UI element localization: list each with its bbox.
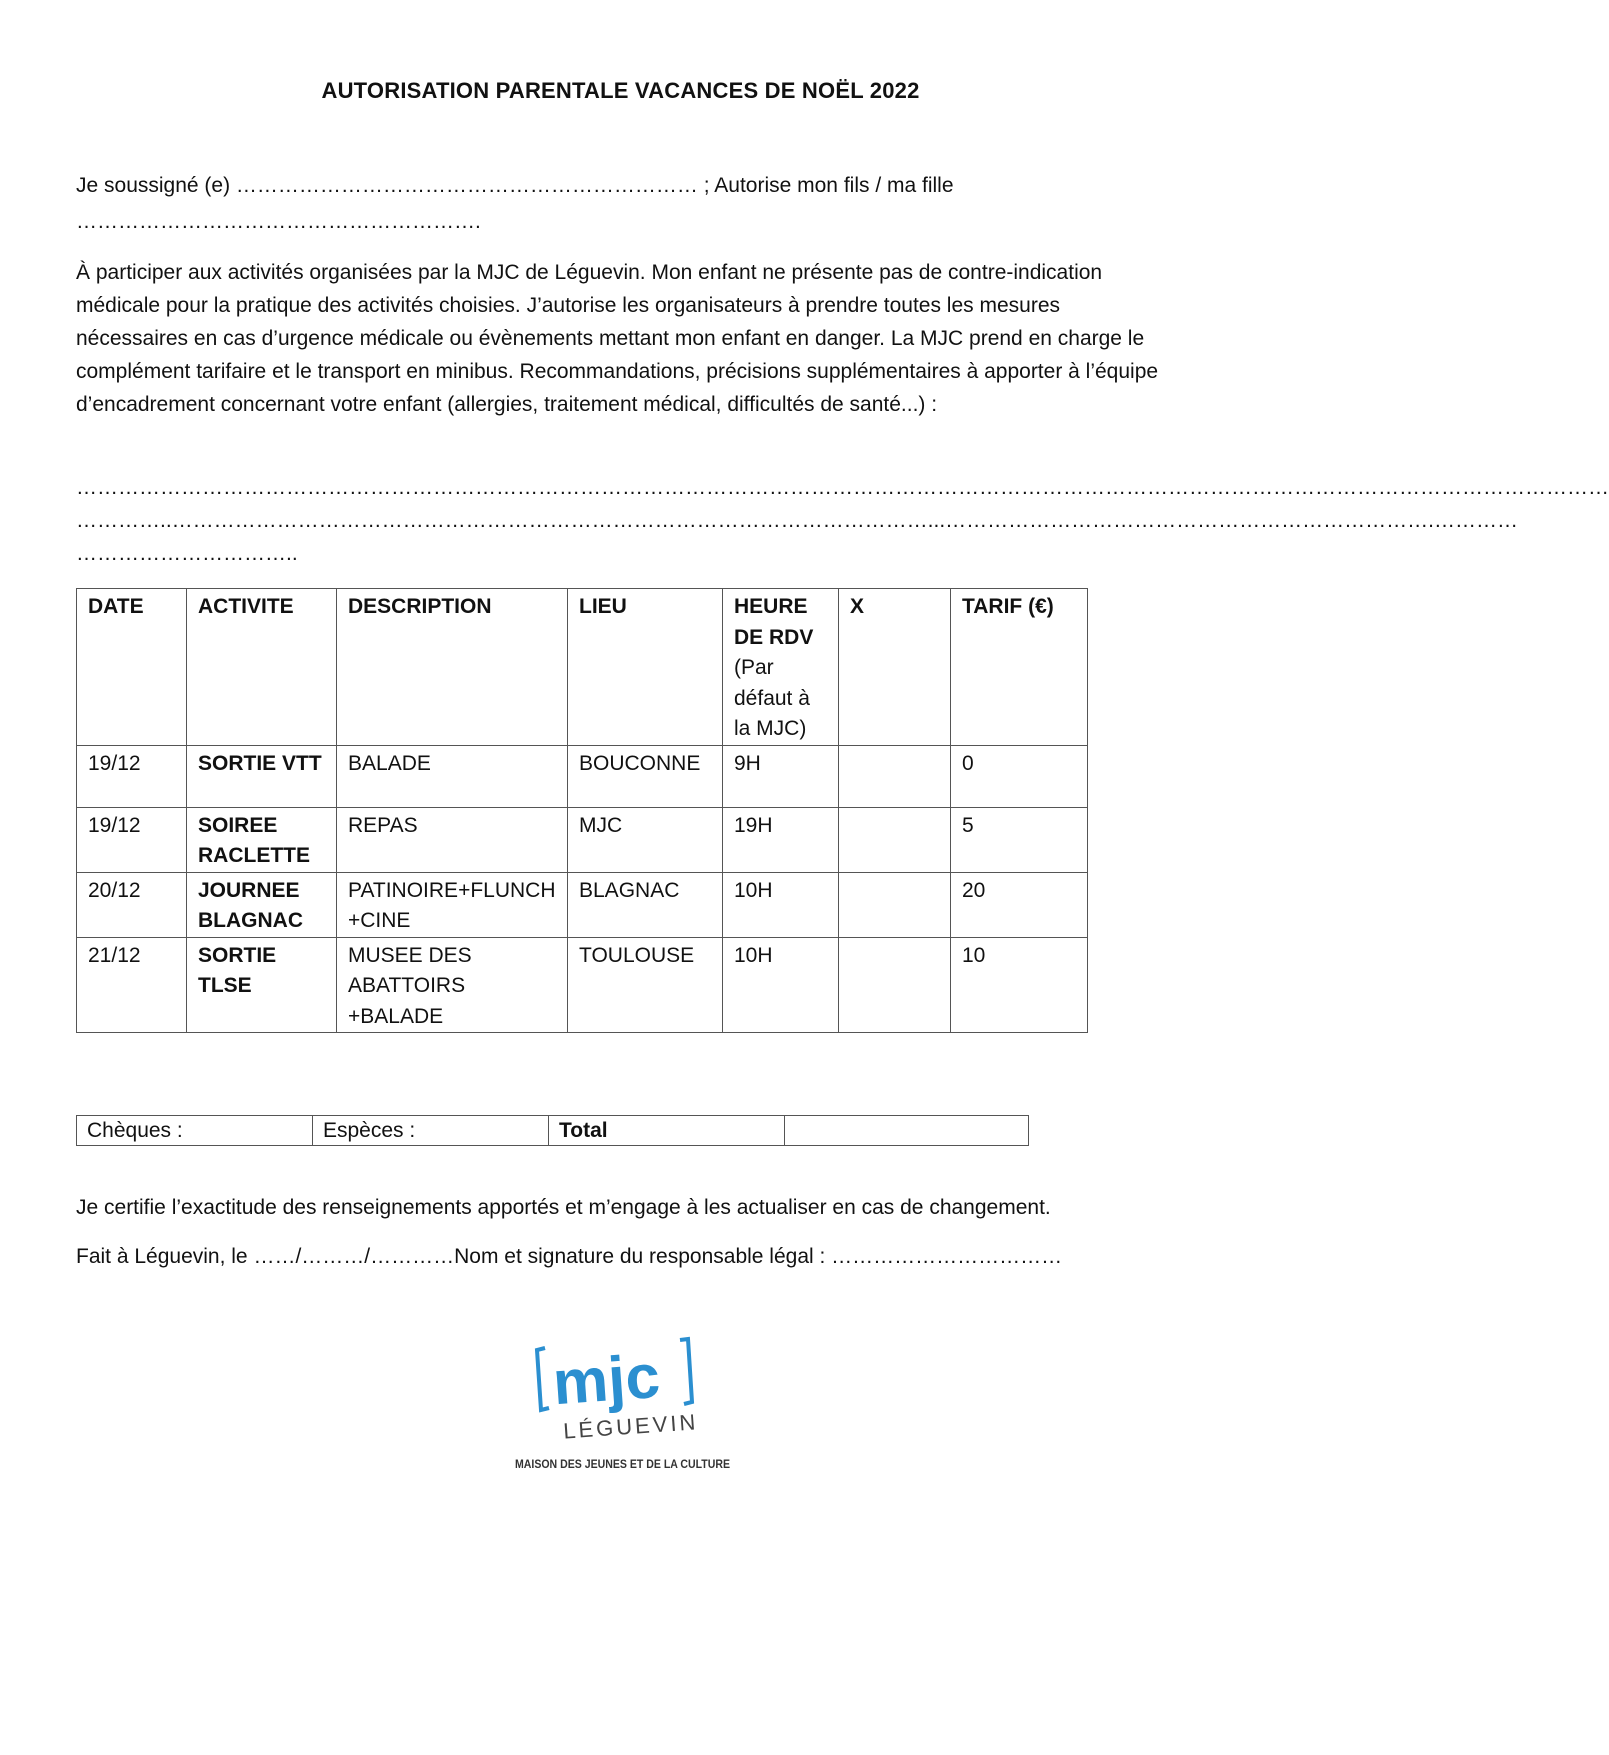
row-date: 21/12 bbox=[77, 937, 187, 1033]
table-row bbox=[77, 807, 1088, 872]
row-place: MJC bbox=[568, 807, 723, 872]
row-time: 10H bbox=[723, 937, 839, 1033]
row-description-line2: ABATTOIRS bbox=[348, 974, 466, 997]
authorization-paragraph: À participer aux activités organisées par la MJC de Léguevin. Mon enfant ne présente pas de contre-indication médicale pour la pratique des activités choisies. J’autorise les organisateurs à prendre toutes les mesures nécessaires en cas d’urgence médicale ou évènements mettant mon enfant en danger. La MJC prend en charge le complément tarifaire et le transport en minibus. Recommandations, précisions supplémentaires à apporter à l’équipe d’encadrement concernant votre enfant (allergies, traitement médical, difficultés de santé...) : bbox=[76, 261, 1159, 416]
row-activity-line1: SORTIE VTT bbox=[198, 751, 322, 775]
payment-cheques[interactable]: Chèques : bbox=[77, 1116, 313, 1146]
row-activity bbox=[187, 872, 337, 937]
activities-table bbox=[76, 588, 1088, 1033]
row-price: 0 bbox=[951, 745, 1088, 807]
logo-main-text: mjc bbox=[550, 1341, 663, 1419]
logo-tagline: MAISON DES JEUNES ET DE LA CULTURE bbox=[515, 1457, 730, 1471]
row-activity-line2: BLAGNAC bbox=[198, 909, 303, 932]
row-description bbox=[337, 807, 568, 872]
row-place: TOULOUSE bbox=[568, 937, 723, 1033]
row-activity-line1: JOURNEE bbox=[198, 878, 300, 902]
row-date: 19/12 bbox=[77, 745, 187, 807]
row-activity bbox=[187, 745, 337, 807]
row-description-line3: +BALADE bbox=[348, 1004, 444, 1028]
header-time-line1: HEURE bbox=[734, 595, 808, 618]
header-time-line2: DE RDV bbox=[734, 625, 814, 649]
payment-cash[interactable]: Espèces : bbox=[313, 1116, 549, 1146]
signature-line[interactable]: Fait à Léguevin, le ……/………/…………Nom et signature du responsable légal : …………………………… bbox=[76, 1245, 1063, 1268]
mjc-logo bbox=[515, 1330, 735, 1480]
header-price: TARIF (€) bbox=[951, 589, 1088, 746]
header-activity: ACTIVITE bbox=[187, 589, 337, 746]
payment-table bbox=[76, 1115, 1029, 1146]
header-time-note1: (Par bbox=[734, 656, 774, 679]
table-row bbox=[77, 937, 1088, 1033]
row-time: 19H bbox=[723, 807, 839, 872]
row-activity bbox=[187, 937, 337, 1033]
mjc-logo-mark bbox=[537, 1339, 692, 1418]
row-activity-line1: SOIREE bbox=[198, 813, 278, 837]
row-time: 9H bbox=[723, 745, 839, 807]
row-place: BLAGNAC bbox=[568, 872, 723, 937]
row-price: 20 bbox=[951, 872, 1088, 937]
header-date: DATE bbox=[77, 589, 187, 746]
header-time-note2: défaut à bbox=[734, 686, 810, 710]
row-price: 10 bbox=[951, 937, 1088, 1033]
logo-sub-text: LÉGUEVIN bbox=[562, 1409, 700, 1444]
row-select-x[interactable] bbox=[839, 937, 951, 1033]
payment-total-label: Total bbox=[549, 1116, 785, 1146]
row-description bbox=[337, 872, 568, 937]
table-row bbox=[77, 872, 1088, 937]
intro-line-2: …………………………………………………. bbox=[76, 210, 481, 233]
header-time bbox=[723, 589, 839, 746]
row-description-line1: REPAS bbox=[348, 813, 418, 837]
row-description-line1: MUSEE DES bbox=[348, 943, 472, 967]
row-description-line1: PATINOIRE+FLUNCH bbox=[348, 878, 556, 902]
row-description bbox=[337, 937, 568, 1033]
row-select-x[interactable] bbox=[839, 745, 951, 807]
row-date: 19/12 bbox=[77, 807, 187, 872]
header-place: LIEU bbox=[568, 589, 723, 746]
header-description: DESCRIPTION bbox=[337, 589, 568, 746]
notes-line-3: ………………………….. bbox=[76, 542, 298, 565]
row-activity-line2: RACLETTE bbox=[198, 844, 310, 867]
row-date: 20/12 bbox=[77, 872, 187, 937]
row-select-x[interactable] bbox=[839, 872, 951, 937]
row-activity bbox=[187, 807, 337, 872]
intro-line-1: Je soussigné (e) ………………………………………………………… ; Autorise mon fils / ma fille bbox=[76, 174, 954, 197]
row-activity-line1: SORTIE TLSE bbox=[198, 943, 277, 997]
header-x: X bbox=[839, 589, 951, 746]
row-time: 10H bbox=[723, 872, 839, 937]
notes-line-1: ………………………………………………………………………………………………………………………………………………………………………………………………… bbox=[76, 476, 1609, 499]
row-place: BOUCONNE bbox=[568, 745, 723, 807]
table-header-row bbox=[77, 589, 1088, 746]
row-description bbox=[337, 745, 568, 807]
certification-text: Je certifie l’exactitude des renseignements apportés et m’engage à les actualiser en cas de changement. bbox=[76, 1196, 1051, 1219]
header-time-note3: la MJC) bbox=[734, 717, 807, 740]
notes-line-2: …………..………………………………………………………………………………………………...…………………………………………………………….………… bbox=[76, 509, 1519, 532]
row-select-x[interactable] bbox=[839, 807, 951, 872]
document-title: AUTORISATION PARENTALE VACANCES DE NOËL 2022 bbox=[321, 78, 920, 103]
row-price: 5 bbox=[951, 807, 1088, 872]
payment-row bbox=[77, 1116, 1029, 1146]
payment-total-value[interactable] bbox=[785, 1116, 1029, 1146]
row-description-line2: +CINE bbox=[348, 909, 411, 932]
row-description-line1: BALADE bbox=[348, 751, 431, 775]
table-row bbox=[77, 745, 1088, 807]
